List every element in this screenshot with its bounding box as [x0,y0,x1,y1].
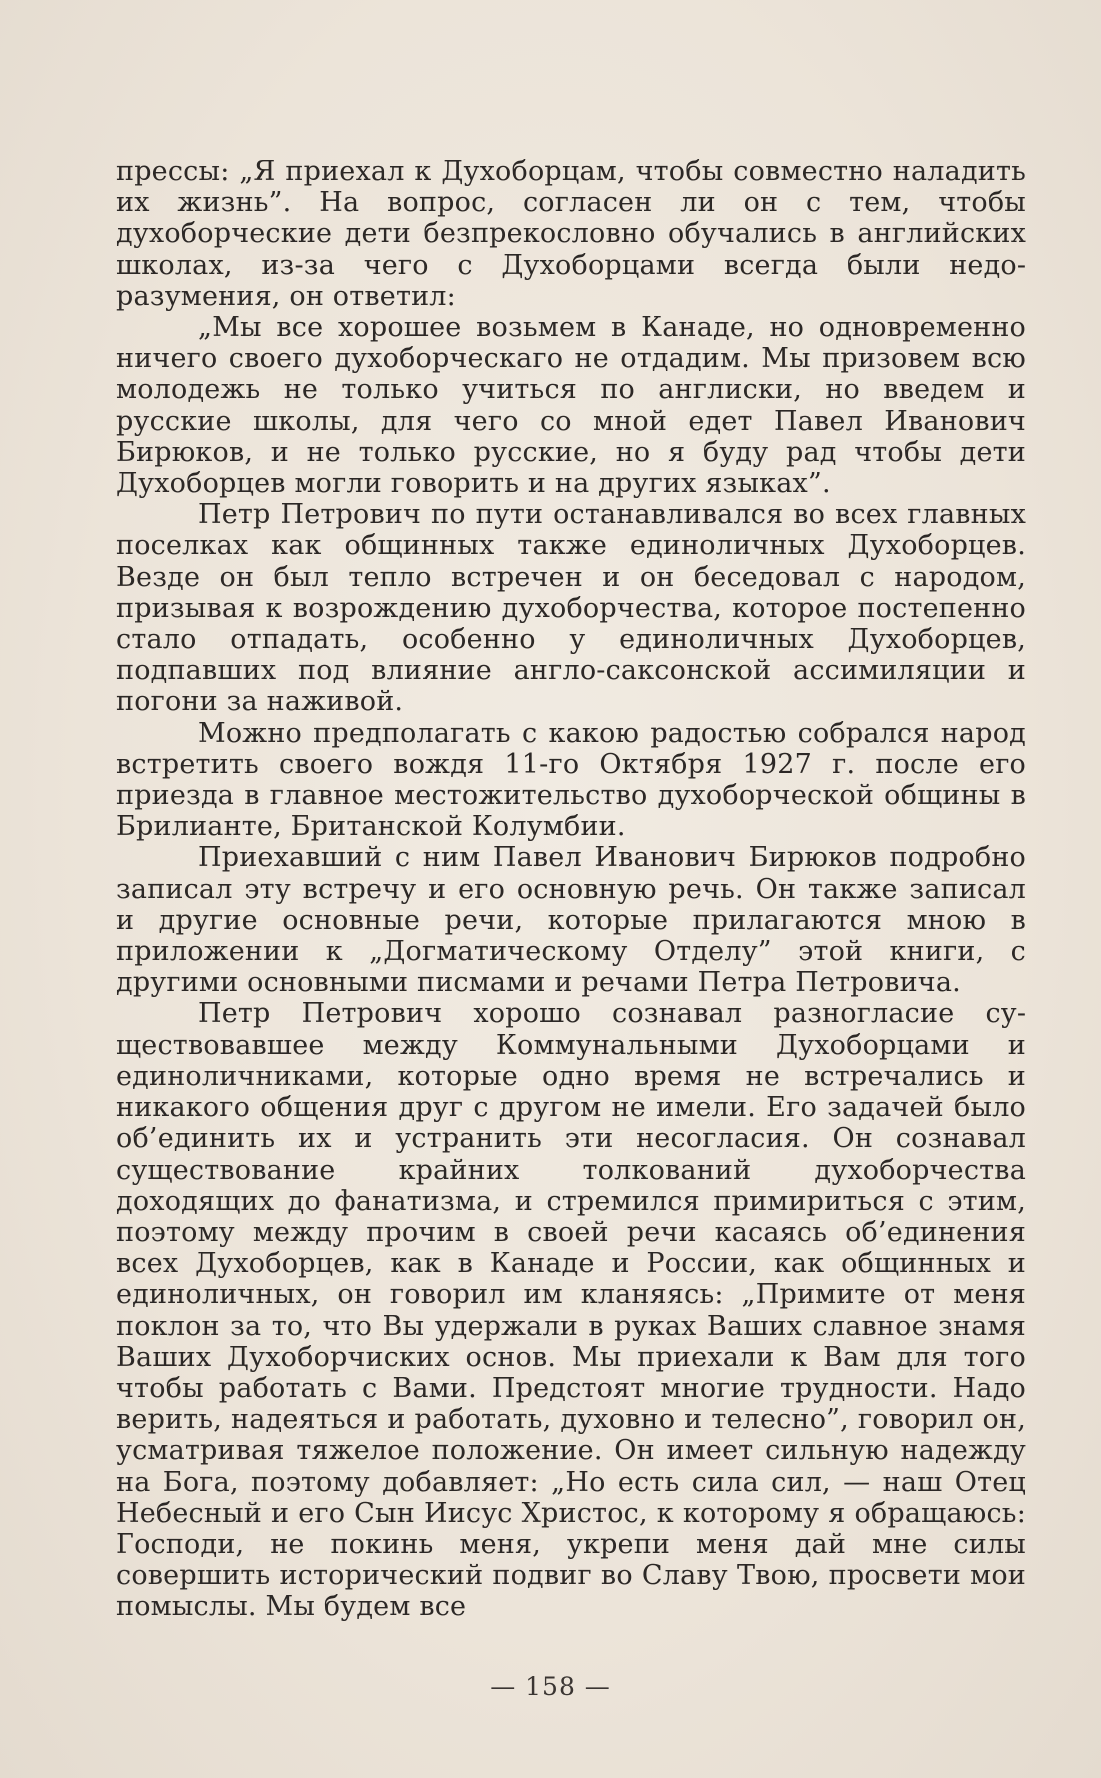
body-text [116,156,1026,1623]
paragraph-2: „Мы все хорошее возьмем в Канаде, но одновременно ничего своего духоборческаго не отдадим. Мы призовем всю молодежь не только учиться по англиски, но введем и русские школы, для чего со мной едет Павел Иванович Бирюков, и не только русские, но я буду рад чтобы дети Духоборцев могли говорить и на других языках”. [116,312,1026,500]
paragraph-5: Приехавший с ним Павел Иванович Бирюков подробно записал эту встречу и его основную речь. Он также записал и другие основные речи, которые прилагаются мною в приложении к „Догматическому Отделу” этой книги, с другими основными писмами и речами Петра Петровича. [116,842,1026,999]
paragraph-6: Петр Петрович хорошо сознавал разногласие существовавшее между Коммунальными Духоборцами и единоличниками, которые одно время не встречались и никакого общения друг с другом не имели. Его задачей было об’единить их и устранить эти несогласия. Он сознавал существование крайних толкований духоборчества доходящих до фанатизма, и стремился примириться с этим, поэтому между прочим в своей речи касаясь об’единения всех Духоборцев, как в Канаде и России, как общинных и единоличных, он говорил им кланяясь: „Примите от меня поклон за то, что Вы удержали в руках Ваших славное знамя Ваших Духоборчиских основ. Мы приехали к Вам для того чтобы работать с Вами. Предстоят многие трудности. Надо верить, надеяться и работать, духовно и телесно”, говорил он, усматривая тяжелое положение. Он имеет сильную надежду на Бога, поэтому добавляет: „Но есть сила сил, — наш Отец Небесный и его Сын Иисус Христос, к которому я обращаюсь: Господи, не покинь меня, укрепи меня дай мне силы совершить исторический подвиг во Славу Твою, просвети мои помыслы. Мы будем все [116,998,1026,1623]
paragraph-4: Можно предполагать с какою радостью собрался народ встретить своего вождя 11-го Октября 1927 г. после его приезда в главное местожительство духоборческой общины в Брилианте, Британской Колумбии. [116,717,1026,843]
page-number: — 158 — [490,1672,611,1701]
paragraph-1: прессы: „Я приехал к Духоборцам, чтобы совместно наладить их жизнь”. На вопрос, согласен ли он с тем, чтобы духоборческие дети безпрекословно обучались в английских школах, из-за чего с Духоборцами всегда были недоразумения, он ответил: [116,156,1026,312]
paragraph-3: Петр Петрович по пути останавливался во всех главных поселках как общинных также единоличных Духоборцев. Везде он был тепло встречен и он беседовал с народом, призывая к возрождению духоборчества, которое постепенно стало отпадать, особенно у единоличных Духоборцев, подпавших под влияние англо-саксонской ассимиляции и погони за наживой. [116,499,1026,718]
